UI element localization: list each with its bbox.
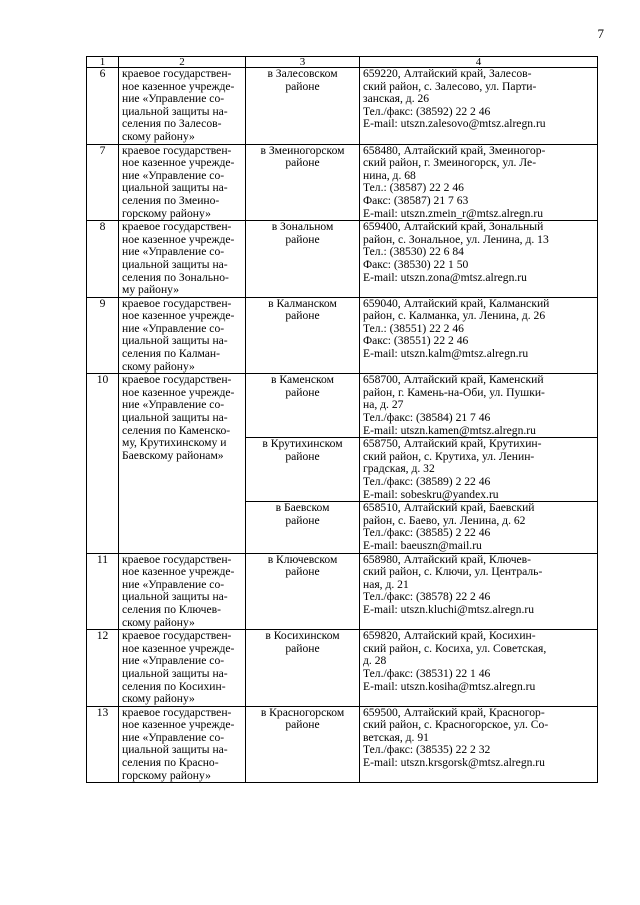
row-number: 8 — [87, 221, 119, 298]
organization-name-line: ное казенное учрежде- — [122, 156, 235, 170]
organization-name-line: циальной защиты на- — [122, 411, 228, 425]
district-name-line: в Змеиногорском — [260, 143, 345, 157]
organization-name-line: ное казенное учрежде- — [122, 79, 235, 93]
contact-line: ский район, с. Косиха, ул. Советская, — [363, 642, 547, 655]
district-name — [246, 221, 360, 298]
table-row — [87, 144, 598, 221]
organization-name-line: краевое государствен- — [122, 143, 232, 157]
contact-details — [360, 221, 598, 298]
email-line[interactable]: E-mail: utszn.zona@mtsz.alregn.ru — [363, 271, 527, 284]
organization-name — [119, 221, 246, 298]
organization-name-line: ние «Управление со- — [122, 730, 225, 744]
organization-name-line: ние «Управление со- — [122, 245, 225, 259]
organization-name-line: горскому району» — [122, 768, 211, 782]
row-number: 10 — [87, 374, 119, 553]
contact-line: ветская, д. 91 — [363, 731, 429, 744]
email-line[interactable]: E-mail: sobeskru@yandex.ru — [363, 488, 499, 501]
organization-name-line: селения по Каменско- — [122, 423, 231, 437]
organization-name-line: циальной защиты на- — [122, 104, 228, 118]
header-col-4: 4 — [360, 57, 598, 68]
contact-line: на, д. 27 — [363, 399, 404, 412]
district-name-line: районе — [285, 641, 320, 655]
organization-name — [119, 630, 246, 707]
contact-line: д. 28 — [363, 655, 387, 668]
header-col-1: 1 — [87, 57, 119, 68]
contact-line: ский район, с. Залесово, ул. Парти- — [363, 80, 537, 93]
contact-line: Тел.: (38530) 22 6 84 — [363, 246, 464, 259]
organization-name-line: краевое государствен- — [122, 629, 232, 643]
organization-name-line: селения по Калман- — [122, 347, 220, 361]
district-name-line: районе — [285, 565, 320, 579]
organization-name-line: циальной защиты на- — [122, 334, 228, 348]
email-line[interactable]: E-mail: utszn.zmein_r@mtsz.alregn.ru — [363, 207, 544, 220]
organization-name-line: ное казенное учрежде- — [122, 565, 235, 579]
contact-line: Факс: (38530) 22 1 50 — [363, 258, 469, 271]
organization-name-line: ние «Управление со- — [122, 321, 225, 335]
organization-name — [119, 144, 246, 221]
contact-line: нина, д. 68 — [363, 169, 416, 182]
contact-line: 658480, Алтайский край, Змеиногор- — [363, 144, 546, 157]
contact-line: Тел./факс: (38531) 22 1 46 — [363, 667, 491, 680]
contact-line: ная, д. 21 — [363, 578, 409, 591]
organization-name-line: селения по Косихин- — [122, 679, 226, 693]
district-name-line: районе — [285, 513, 320, 527]
contact-details — [360, 68, 598, 145]
row-number: 12 — [87, 630, 119, 707]
contact-line: район, с. Калманка, ул. Ленина, д. 26 — [363, 310, 546, 323]
contact-details — [360, 553, 598, 630]
district-name — [246, 630, 360, 707]
table-row — [87, 221, 598, 298]
contact-line: район, г. Камень-на-Оби, ул. Пушки- — [363, 386, 545, 399]
district-name-line: в Баевском — [275, 501, 330, 515]
contact-details — [360, 438, 598, 502]
contact-line: Факс: (38587) 21 7 63 — [363, 194, 469, 207]
district-name-line: районе — [285, 232, 320, 246]
district-name-line: районе — [285, 309, 320, 323]
email-line[interactable]: E-mail: utszn.krsgorsk@mtsz.alregn.ru — [363, 757, 545, 770]
email-line[interactable]: E-mail: baeuszn@mail.ru — [363, 539, 482, 552]
contact-line: Тел./факс: (38585) 2 22 46 — [363, 527, 491, 540]
organization-name — [119, 553, 246, 630]
contact-line: ский район, г. Змеиногорск, ул. Ле- — [363, 157, 537, 170]
table-row — [87, 553, 598, 630]
organization-name — [119, 374, 246, 553]
district-name — [246, 374, 360, 438]
organization-name-line: циальной защиты на- — [122, 590, 228, 604]
organization-name-line: скому району» — [122, 692, 195, 706]
organization-name-line: краевое государствен- — [122, 552, 232, 566]
organization-name-line: му, Крутихинскому и — [122, 436, 227, 450]
contact-line: 659400, Алтайский край, Зональный — [363, 221, 544, 234]
contact-line: градская, д. 32 — [363, 463, 435, 476]
header-col-2: 2 — [119, 57, 246, 68]
contact-line: 659040, Алтайский край, Калманский — [363, 297, 550, 310]
organization-name — [119, 706, 246, 783]
organization-name-line: краевое государствен- — [122, 373, 232, 387]
organization-name-line: селения по Залесов- — [122, 117, 222, 131]
district-name-line: в Залесовском — [267, 67, 338, 80]
contact-line: 659220, Алтайский край, Залесов- — [363, 68, 532, 80]
contact-line: ский район, с. Крутиха, ул. Ленин- — [363, 450, 535, 463]
contact-line: район, с. Зональное, ул. Ленина, д. 13 — [363, 233, 549, 246]
organization-name-line: ное казенное учрежде- — [122, 385, 235, 399]
district-name — [246, 553, 360, 630]
row-number: 13 — [87, 706, 119, 783]
contact-line: Тел./факс: (38592) 22 2 46 — [363, 105, 491, 118]
contact-line: Тел.: (38587) 22 2 46 — [363, 182, 464, 195]
district-name — [246, 706, 360, 783]
contact-details — [360, 144, 598, 221]
district-name-line: районе — [285, 449, 320, 463]
page-number: 7 — [597, 26, 604, 41]
organization-name-line: горскому району» — [122, 206, 211, 220]
district-name-line: в Красногорском — [260, 705, 345, 719]
district-name-line: районе — [285, 718, 320, 732]
district-name-line: в Зональном — [271, 220, 334, 234]
email-line[interactable]: E-mail: utszn.kosiha@mtsz.alregn.ru — [363, 680, 536, 693]
table-row — [87, 706, 598, 783]
organization-name-line: циальной защиты на- — [122, 257, 228, 271]
district-name — [246, 438, 360, 502]
table-row — [87, 68, 598, 145]
contact-line: 658700, Алтайский край, Каменский — [363, 374, 544, 387]
organization-name-line: селения по Зонально- — [122, 270, 229, 284]
organization-name-line: краевое государствен- — [122, 705, 232, 719]
district-name-line: районе — [285, 79, 320, 93]
organization-name-line: селения по Змеино- — [122, 193, 220, 207]
district-name-line: в Косихинском — [265, 629, 340, 643]
table-body — [87, 68, 598, 783]
district-name-line: в Калманском — [268, 296, 337, 310]
email-line[interactable]: E-mail: utszn.kluchi@mtsz.alregn.ru — [363, 603, 535, 616]
table-row — [87, 297, 598, 374]
contact-details — [360, 502, 598, 553]
organization-name-line: скому району» — [122, 615, 195, 629]
organization-name-line: ное казенное учрежде- — [122, 718, 235, 732]
row-number: 6 — [87, 68, 119, 145]
district-name-line: в Каменском — [271, 373, 334, 387]
contact-line: Тел./факс: (38589) 2 22 46 — [363, 476, 491, 488]
table-row — [87, 374, 598, 438]
district-name — [246, 502, 360, 553]
district-name-line: районе — [285, 156, 320, 170]
offices-table — [86, 56, 598, 783]
organization-name-line: му району» — [122, 283, 180, 297]
contact-line: район, с. Баево, ул. Ленина, д. 62 — [363, 514, 526, 527]
contact-details — [360, 706, 598, 783]
contact-details — [360, 630, 598, 707]
contact-line: 658510, Алтайский край, Баевский — [363, 502, 535, 515]
organization-name-line: скому району» — [122, 129, 195, 143]
contact-line: Тел./факс: (38578) 22 2 46 — [363, 591, 491, 604]
contact-line: занская, д. 26 — [363, 93, 430, 106]
organization-name-line: ние «Управление со- — [122, 92, 225, 106]
header-row — [87, 57, 598, 68]
contact-line: 659820, Алтайский край, Косихин- — [363, 630, 536, 643]
organization-name-line: ное казенное учрежде- — [122, 641, 235, 655]
organization-name-line: краевое государствен- — [122, 296, 232, 310]
organization-name — [119, 68, 246, 145]
contact-details — [360, 297, 598, 374]
contact-line: 659500, Алтайский край, Красногор- — [363, 706, 545, 719]
district-name — [246, 144, 360, 221]
row-number: 9 — [87, 297, 119, 374]
contact-details — [360, 374, 598, 438]
contact-line: Тел./факс: (38535) 22 2 32 — [363, 744, 491, 757]
contact-line: Тел./факс: (38584) 21 7 46 — [363, 412, 491, 425]
organization-name-line: циальной защиты на- — [122, 181, 228, 195]
district-name-line: в Крутихинском — [262, 437, 343, 451]
organization-name-line: ние «Управление со- — [122, 654, 225, 668]
contact-line: 658980, Алтайский край, Ключев- — [363, 553, 532, 566]
organization-name-line: ное казенное учрежде- — [122, 232, 235, 246]
organization-name-line: ние «Управление со- — [122, 168, 225, 182]
organization-name — [119, 297, 246, 374]
district-name — [246, 68, 360, 145]
email-line[interactable]: E-mail: utszn.zalesovo@mtsz.alregn.ru — [363, 118, 546, 131]
contact-line: ский район, с. Ключи, ул. Централь- — [363, 566, 543, 579]
header-col-3: 3 — [246, 57, 360, 68]
organization-name-line: краевое государствен- — [122, 67, 232, 80]
organization-name-line: скому району» — [122, 359, 195, 373]
row-number: 7 — [87, 144, 119, 221]
organization-name-line: ние «Управление со- — [122, 398, 225, 412]
table-row — [87, 630, 598, 707]
district-name — [246, 297, 360, 374]
district-name-line: районе — [285, 385, 320, 399]
contact-line: 658750, Алтайский край, Крутихин- — [363, 438, 542, 451]
organization-name-line: краевое государствен- — [122, 220, 232, 234]
organization-name-line: ное казенное учрежде- — [122, 309, 235, 323]
row-number: 11 — [87, 553, 119, 630]
organization-name-line: циальной защиты на- — [122, 666, 228, 680]
contact-line: ский район, с. Красногорское, ул. Со- — [363, 719, 549, 732]
email-line[interactable]: E-mail: utszn.kamen@mtsz.alregn.ru — [363, 424, 536, 437]
organization-name-line: Баевскому районам» — [122, 448, 224, 462]
contact-line: Факс: (38551) 22 2 46 — [363, 335, 469, 348]
district-name-line: в Ключевском — [267, 552, 338, 566]
contact-line: Тел.: (38551) 22 2 46 — [363, 322, 464, 335]
email-line[interactable]: E-mail: utszn.kalm@mtsz.alregn.ru — [363, 348, 529, 361]
organization-name-line: селения по Красно- — [122, 756, 219, 770]
organization-name-line: циальной защиты на- — [122, 743, 228, 757]
organization-name-line: селения по Ключев- — [122, 602, 221, 616]
organization-name-line: ние «Управление со- — [122, 577, 225, 591]
